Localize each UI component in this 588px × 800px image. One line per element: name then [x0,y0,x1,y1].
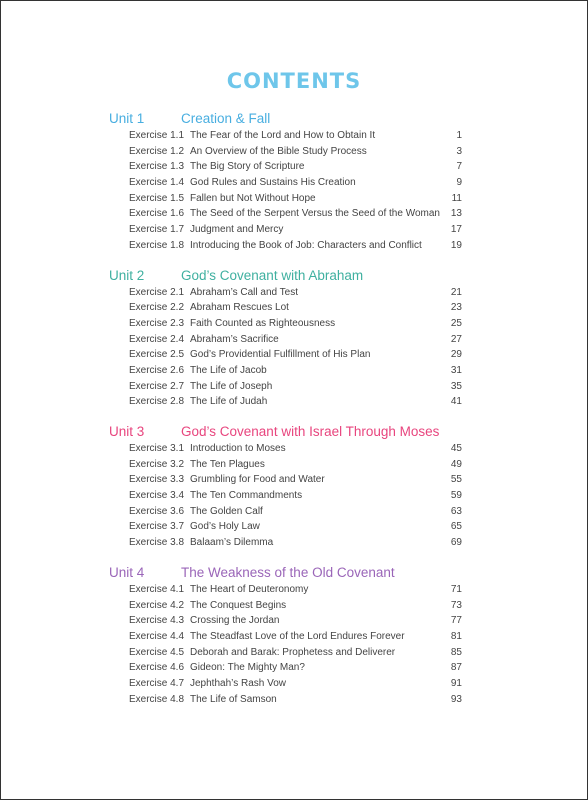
page-number: 9 [456,177,462,189]
exercise-number: Exercise 2.2 [129,302,185,314]
toc-entry[interactable] [109,363,462,379]
toc-entry[interactable] [109,535,462,551]
toc-entry[interactable] [109,613,462,629]
exercise-title: The Seed of the Serpent Versus the Seed of the Woman [190,208,440,220]
unit-name: The Weakness of the Old Covenant [181,564,395,580]
toc-entry[interactable] [109,660,462,676]
exercise-number: Exercise 4.8 [129,693,185,705]
exercise-title: The Conquest Begins [190,599,287,611]
exercise-number: Exercise 2.1 [129,286,185,298]
page-number: 29 [450,349,462,361]
page-number: 71 [450,583,462,595]
exercise-number: Exercise 2.5 [129,349,185,361]
toc-entry[interactable] [109,285,462,301]
toc-entry[interactable] [109,645,462,661]
exercise-number: Exercise 1.6 [129,208,185,220]
exercise-number: Exercise 1.7 [129,224,185,236]
exercise-title: Balaam’s Dilemma [190,537,274,549]
toc-entry[interactable] [109,332,462,348]
exercise-title: The Ten Plagues [190,458,265,470]
toc-entry[interactable] [109,457,462,473]
exercise-title: The Life of Jacob [190,364,267,376]
exercise-title: The Life of Judah [190,396,268,408]
toc-entry[interactable] [109,488,462,504]
exercise-number: Exercise 1.5 [129,192,185,204]
exercise-number: Exercise 1.4 [129,177,185,189]
exercise-number: Exercise 4.5 [129,646,185,658]
exercise-number: Exercise 1.2 [129,145,185,157]
page-number: 35 [450,380,462,392]
exercise-title: Fallen but Not Without Hope [190,192,316,204]
toc-entry[interactable] [109,144,462,160]
toc-entry[interactable] [109,379,462,395]
exercise-number: Exercise 3.6 [129,505,185,517]
page-number: 65 [450,521,462,533]
exercise-number: Exercise 3.3 [129,474,185,486]
unit-label: Unit 1 [109,111,145,126]
unit-heading [109,563,462,582]
exercise-number: Exercise 2.6 [129,364,185,376]
table-of-contents [109,109,462,719]
page-number: 85 [450,646,462,658]
exercise-number: Exercise 3.2 [129,458,185,470]
toc-entry[interactable] [109,692,462,708]
page-number: 41 [450,396,462,408]
page-number: 7 [456,161,462,173]
page-number: 25 [450,317,462,329]
toc-entry[interactable] [109,441,462,457]
toc-entry[interactable] [109,519,462,535]
exercise-number: Exercise 4.7 [129,677,185,689]
unit-heading [109,266,462,285]
exercise-number: Exercise 3.8 [129,537,185,549]
exercise-number: Exercise 2.7 [129,380,185,392]
exercise-title: Gideon: The Mighty Man? [190,662,305,674]
toc-entry[interactable] [109,222,462,238]
exercise-title: Crossing the Jordan [190,615,280,627]
toc-entry[interactable] [109,191,462,207]
page-number: 63 [450,505,462,517]
exercise-title: An Overview of the Bible Study Process [190,145,367,157]
page-number: 17 [450,224,462,236]
toc-entry[interactable] [109,316,462,332]
page-number: 3 [456,145,462,157]
page-number: 1 [456,130,462,141]
toc-entry[interactable] [109,128,462,144]
exercise-number: Exercise 3.4 [129,490,185,502]
toc-entry[interactable] [109,598,462,614]
exercise-title: Introduction to Moses [190,443,286,454]
exercise-title: God Rules and Sustains His Creation [190,177,356,189]
exercise-number: Exercise 3.1 [129,443,185,454]
exercise-title: The Ten Commandments [190,490,303,502]
exercise-title: Abraham’s Call and Test [190,286,299,298]
page-number: 31 [450,364,462,376]
exercise-title: The Life of Samson [190,693,277,705]
page-number: 93 [450,693,462,705]
page-number: 13 [450,208,462,220]
exercise-number: Exercise 3.7 [129,521,185,533]
exercise-title: Introducing the Book of Job: Characters and Conflict [190,239,422,251]
unit-name: God’s Covenant with Israel Through Moses [181,424,440,439]
exercise-number: Exercise 1.1 [129,130,185,141]
exercise-title: The Golden Calf [190,505,263,517]
unit-section-4 [109,563,462,708]
toc-entry[interactable] [109,347,462,363]
unit-label: Unit 3 [109,424,145,439]
toc-entry[interactable] [109,582,462,598]
unit-section-2 [109,266,462,411]
toc-entry[interactable] [109,300,462,316]
page-number: 19 [450,239,462,251]
toc-entry[interactable] [109,159,462,175]
unit-label: Unit 2 [109,267,145,283]
toc-entry[interactable] [109,175,462,191]
unit-section-1 [109,109,462,254]
exercise-number: Exercise 4.6 [129,662,185,674]
page-number: 87 [450,662,462,674]
exercise-number: Exercise 2.8 [129,396,185,408]
page-number: 77 [450,615,462,627]
page-number: 27 [450,333,462,345]
exercise-number: Exercise 2.4 [129,333,185,345]
exercise-number: Exercise 2.3 [129,317,185,329]
toc-entry[interactable] [109,206,462,222]
unit-label: Unit 4 [109,564,145,580]
toc-entry[interactable] [109,472,462,488]
exercise-title: God’s Providential Fulfillment of His Plan [190,349,371,361]
exercise-number: Exercise 4.4 [129,630,185,642]
exercise-title: God’s Holy Law [190,521,260,533]
toc-entry[interactable] [109,629,462,645]
exercise-number: Exercise 1.8 [129,239,185,251]
page-number: 11 [451,192,462,204]
page-number: 45 [450,443,462,454]
exercise-number: Exercise 4.1 [129,583,185,595]
exercise-number: Exercise 4.2 [129,599,185,611]
exercise-title: The Steadfast Love of the Lord Endures Forever [190,630,405,642]
page-title: CONTENTS [226,69,362,93]
exercise-title: Abraham Rescues Lot [190,302,289,314]
exercise-title: Grumbling for Food and Water [190,474,325,486]
unit-heading [109,422,462,441]
exercise-title: The Big Story of Scripture [190,161,305,173]
exercise-number: Exercise 4.3 [129,615,185,627]
unit-name: Creation & Fall [181,111,271,126]
exercise-title: Faith Counted as Righteousness [190,317,336,329]
exercise-title: Judgment and Mercy [190,224,284,236]
toc-entry[interactable] [109,394,462,410]
page-number: 59 [450,490,462,502]
page-number: 73 [450,599,462,611]
toc-entry[interactable] [109,676,462,692]
exercise-title: The Life of Joseph [190,380,273,392]
exercise-title: The Heart of Deuteronomy [190,583,309,595]
page-number: 23 [450,302,462,314]
toc-entry[interactable] [109,504,462,520]
exercise-title: Abraham’s Sacrifice [190,333,279,345]
unit-section-3 [109,422,462,551]
page-number: 91 [450,677,462,689]
page-number: 55 [450,474,462,486]
page-number: 49 [450,458,462,470]
unit-name: God’s Covenant with Abraham [181,267,364,283]
page-number: 21 [450,286,462,298]
exercise-number: Exercise 1.3 [129,161,185,173]
toc-entry[interactable] [109,238,462,254]
exercise-title: Jephthah’s Rash Vow [190,677,286,689]
page-number: 81 [450,630,462,642]
page-number: 69 [450,537,462,549]
exercise-title: Deborah and Barak: Prophetess and Deliverer [190,646,396,658]
unit-heading [109,109,462,128]
exercise-title: The Fear of the Lord and How to Obtain It [190,130,376,141]
